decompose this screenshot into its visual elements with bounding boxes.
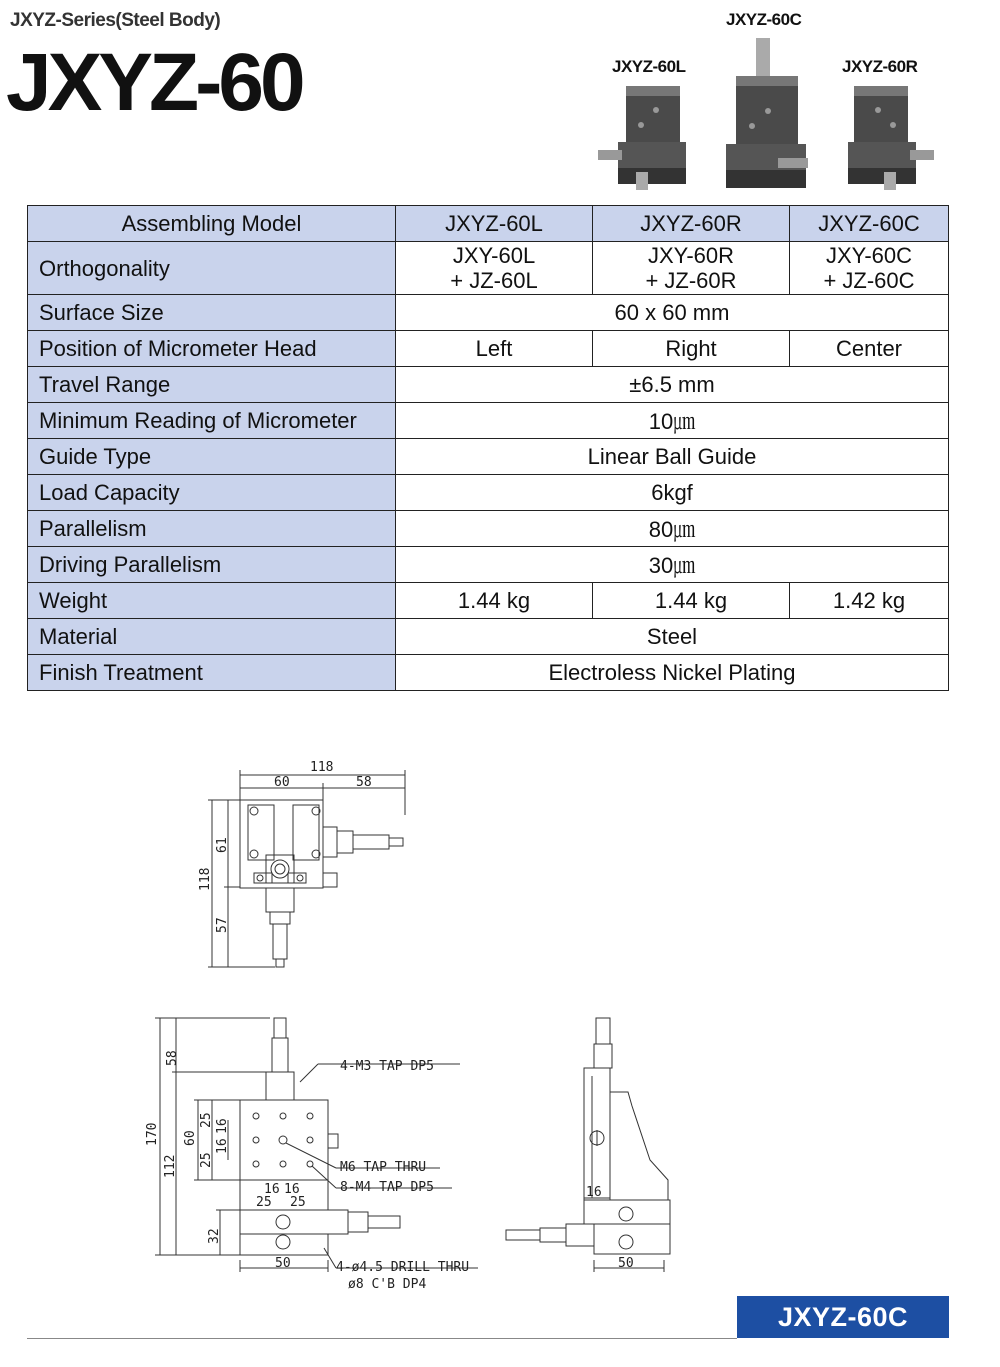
spec-value: 1.42 kg (790, 583, 949, 619)
spec-value-line: JXY-60C (825, 243, 912, 268)
dim-118-side: 118 (198, 867, 213, 891)
footer-model-badge: JXYZ-60C (737, 1296, 949, 1338)
spec-label: Driving Parallelism (28, 547, 396, 583)
spec-label: Minimum Reading of Micrometer (28, 403, 396, 439)
spec-value: Steel (396, 619, 949, 655)
table-row (28, 242, 949, 295)
dim-60: 60 (183, 1130, 198, 1146)
dim-58: 58 (356, 775, 372, 790)
page-title: JXYZ-60 (6, 37, 302, 128)
table-row (28, 331, 949, 367)
spec-value: 30㎛ (396, 547, 949, 583)
table-row (28, 206, 949, 242)
product-image-right (838, 80, 938, 192)
note-counterbore: ø8 C'B DP4 (348, 1277, 427, 1292)
spec-header: JXYZ-60L (396, 206, 593, 242)
spec-label: Material (28, 619, 396, 655)
product-label-center: JXYZ-60C (726, 10, 802, 29)
table-row (28, 619, 949, 655)
dim-61: 61 (215, 837, 230, 853)
spec-label: Travel Range (28, 367, 396, 403)
dim-16c: 16 (264, 1182, 280, 1197)
spec-header: JXYZ-60R (593, 206, 790, 242)
spec-value: Right (593, 331, 790, 367)
spec-value: Center (790, 331, 949, 367)
dim-60: 60 (274, 775, 290, 790)
spec-value-line: + JZ-60R (645, 268, 737, 293)
product-label-right: JXYZ-60R (842, 57, 918, 76)
spec-value: 6kgf (396, 475, 949, 511)
dim-16d: 16 (284, 1182, 300, 1197)
spec-value: Electroless Nickel Plating (396, 655, 949, 691)
table-row (28, 439, 949, 475)
table-row (28, 295, 949, 331)
spec-value: 1.44 kg (593, 583, 790, 619)
product-image-center (718, 36, 814, 194)
dim-170: 170 (145, 1122, 160, 1146)
dim-58: 58 (165, 1050, 180, 1066)
front-view-drawing (140, 1010, 490, 1300)
spec-value-line: + JZ-60L (450, 268, 538, 293)
dim-50: 50 (275, 1256, 291, 1271)
dim-25a: 25 (199, 1112, 214, 1128)
side-dim-50: 50 (618, 1256, 634, 1271)
series-subtitle: JXYZ-Series(Steel Body) (10, 10, 221, 31)
dim-25c: 25 (256, 1195, 272, 1210)
footer-divider (27, 1338, 737, 1339)
spec-label: Parallelism (28, 511, 396, 547)
note-m3-tap: 4-M3 TAP DP5 (340, 1059, 434, 1074)
spec-header: JXYZ-60C (790, 206, 949, 242)
table-row (28, 511, 949, 547)
spec-table (27, 205, 949, 691)
side-dim-16: 16 (586, 1185, 602, 1200)
note-drill: 4-ø4.5 DRILL THRU (336, 1260, 470, 1275)
spec-label: Surface Size (28, 295, 396, 331)
spec-label: Guide Type (28, 439, 396, 475)
spec-label: Position of Micrometer Head (28, 331, 396, 367)
dim-25b: 25 (199, 1152, 214, 1168)
spec-value: Left (396, 331, 593, 367)
spec-value-line: JXY-60R (647, 243, 734, 268)
top-view-drawing (190, 755, 430, 970)
table-row (28, 475, 949, 511)
note-m4-tap: 8-M4 TAP DP5 (340, 1180, 434, 1195)
product-image-left (596, 80, 696, 192)
spec-value: 1.44 kg (396, 583, 593, 619)
table-row (28, 547, 949, 583)
dim-16b: 16 (215, 1138, 230, 1154)
dim-118-top: 118 (310, 760, 334, 775)
spec-value (396, 242, 593, 295)
dim-32: 32 (207, 1228, 222, 1244)
spec-label: Load Capacity (28, 475, 396, 511)
dim-57: 57 (215, 917, 230, 933)
spec-value: 60 x 60 mm (396, 295, 949, 331)
table-row (28, 367, 949, 403)
spec-value-line: + JZ-60C (823, 268, 915, 293)
spec-label: Finish Treatment (28, 655, 396, 691)
product-label-left: JXYZ-60L (612, 57, 686, 76)
spec-value (593, 242, 790, 295)
table-row (28, 403, 949, 439)
dim-112: 112 (163, 1154, 178, 1178)
note-m6-tap: M6 TAP THRU (340, 1160, 427, 1175)
dim-16a: 16 (215, 1118, 230, 1134)
table-row (28, 655, 949, 691)
spec-label: Weight (28, 583, 396, 619)
spec-value: 10㎛ (396, 403, 949, 439)
spec-value-line: JXY-60L (452, 243, 536, 268)
spec-value (790, 242, 949, 295)
table-row (28, 583, 949, 619)
dim-25d: 25 (290, 1195, 306, 1210)
spec-label: Orthogonality (28, 242, 396, 295)
side-view-drawing (500, 1010, 680, 1275)
spec-label: Assembling Model (28, 206, 396, 242)
spec-value: 80㎛ (396, 511, 949, 547)
spec-value: ±6.5 mm (396, 367, 949, 403)
spec-value: Linear Ball Guide (396, 439, 949, 475)
